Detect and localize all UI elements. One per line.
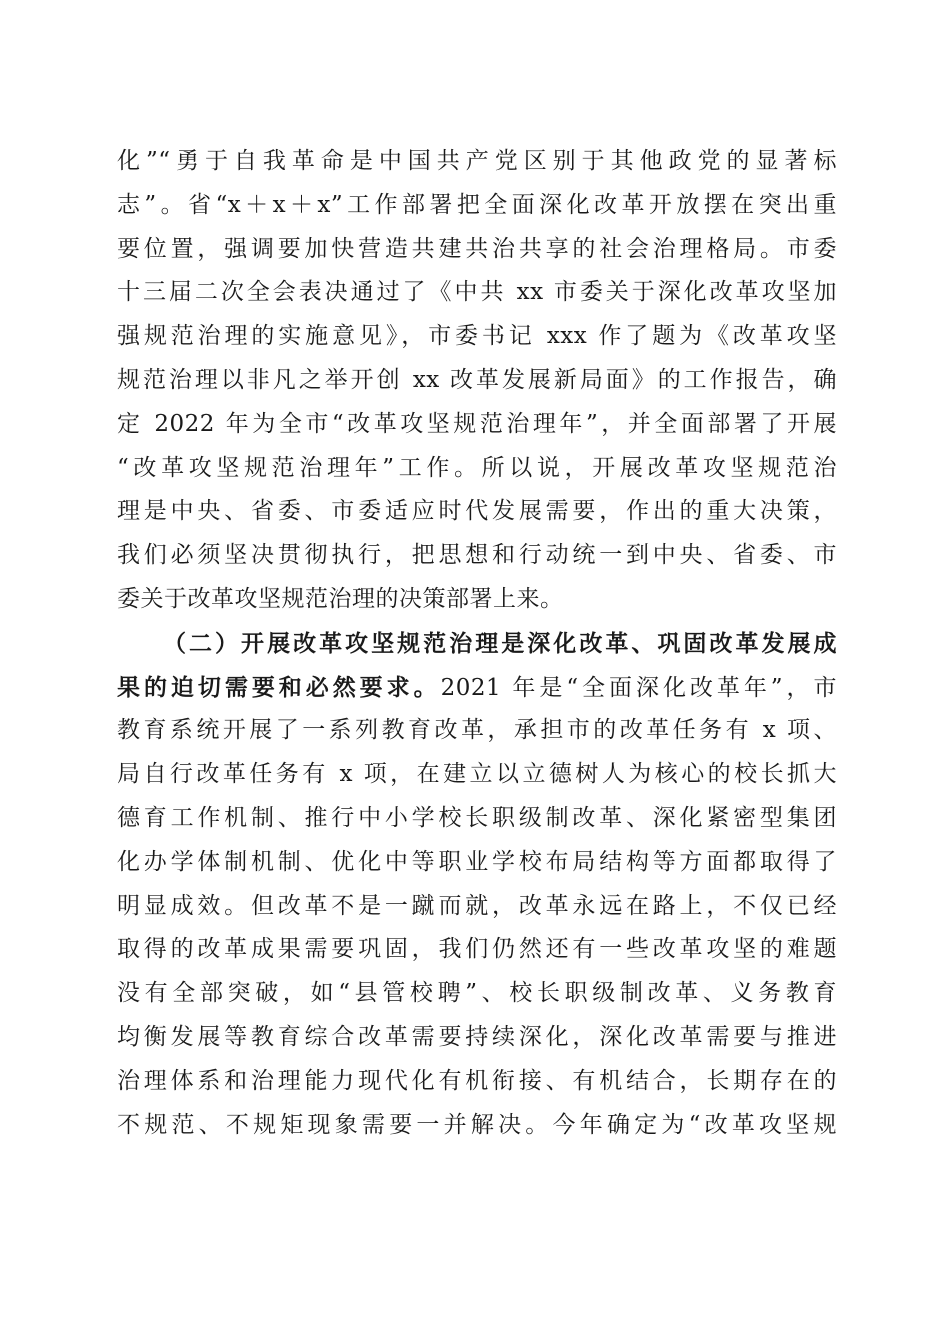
- text-line: 明显成效。但改革不是一蹴而就，改革永远在路上，不仅已经: [117, 892, 837, 919]
- paragraph-2: [117, 622, 837, 1148]
- text-line: 教育系统开展了一系列教育改革，承担市的改革任务有 x 项、: [117, 717, 837, 744]
- text-line: [117, 666, 837, 710]
- text-line: 治理体系和治理能力现代化有机衔接、有机结合，长期存在的: [117, 1067, 837, 1094]
- text-line: 化办学体制机制、优化中等职业学校布局结构等方面都取得了: [117, 848, 837, 875]
- text-run: 2021 年是“全面深化改革年”，市: [440, 674, 837, 701]
- text-line: 规范治理以非凡之举开创 xx 改革发展新局面》的工作报告，确: [117, 366, 837, 393]
- text-line: 定 2022 年为全市“改革攻坚规范治理年”，并全面部署了开展: [117, 410, 837, 437]
- text-line: 志”。省“x＋x＋x”工作部署把全面深化改革开放摆在突出重: [117, 191, 837, 218]
- text-line: 不规范、不规矩现象需要一并解决。今年确定为“改革攻坚规: [117, 1111, 837, 1138]
- paragraph-1: [117, 140, 837, 622]
- text-line: “改革攻坚规范治理年”工作。所以说，开展改革攻坚规范治: [117, 454, 837, 481]
- text-line: 没有全部突破，如“县管校聘”、校长职级制改革、义务教育: [117, 980, 837, 1007]
- text-line: 委关于改革攻坚规范治理的决策部署上来。: [117, 585, 564, 612]
- text-line: 取得的改革成果需要巩固，我们仍然还有一些改革攻坚的难题: [117, 936, 837, 963]
- text-line: 十三届二次全会表决通过了《中共 xx 市委关于深化改革攻坚加: [117, 279, 837, 306]
- text-line: 理是中央、省委、市委适应时代发展需要，作出的重大决策，: [117, 498, 837, 525]
- text-line: 均衡发展等教育综合改革需要持续深化，深化改革需要与推进: [117, 1023, 837, 1050]
- text-line: 德育工作机制、推行中小学校长职级制改革、深化紧密型集团: [117, 804, 837, 831]
- text-line: 我们必须坚决贯彻执行，把思想和行动统一到中央、省委、市: [117, 542, 837, 569]
- text-line: 局自行改革任务有 x 项，在建立以立德树人为核心的校长抓大: [117, 761, 837, 788]
- section-heading-line: （二）开展改革攻坚规范治理是深化改革、巩固改革发展成: [163, 629, 837, 657]
- section-heading-tail: 果的迫切需要和必然要求。: [117, 673, 441, 701]
- text-line: 强规范治理的实施意见》，市委书记 xxx 作了题为《改革攻坚: [117, 323, 837, 350]
- text-line: 要位置，强调要加快营造共建共治共享的社会治理格局。市委: [117, 235, 837, 262]
- body-text: [117, 140, 837, 1147]
- text-line: 化”“勇于自我革命是中国共产党区别于其他政党的显著标: [117, 148, 837, 174]
